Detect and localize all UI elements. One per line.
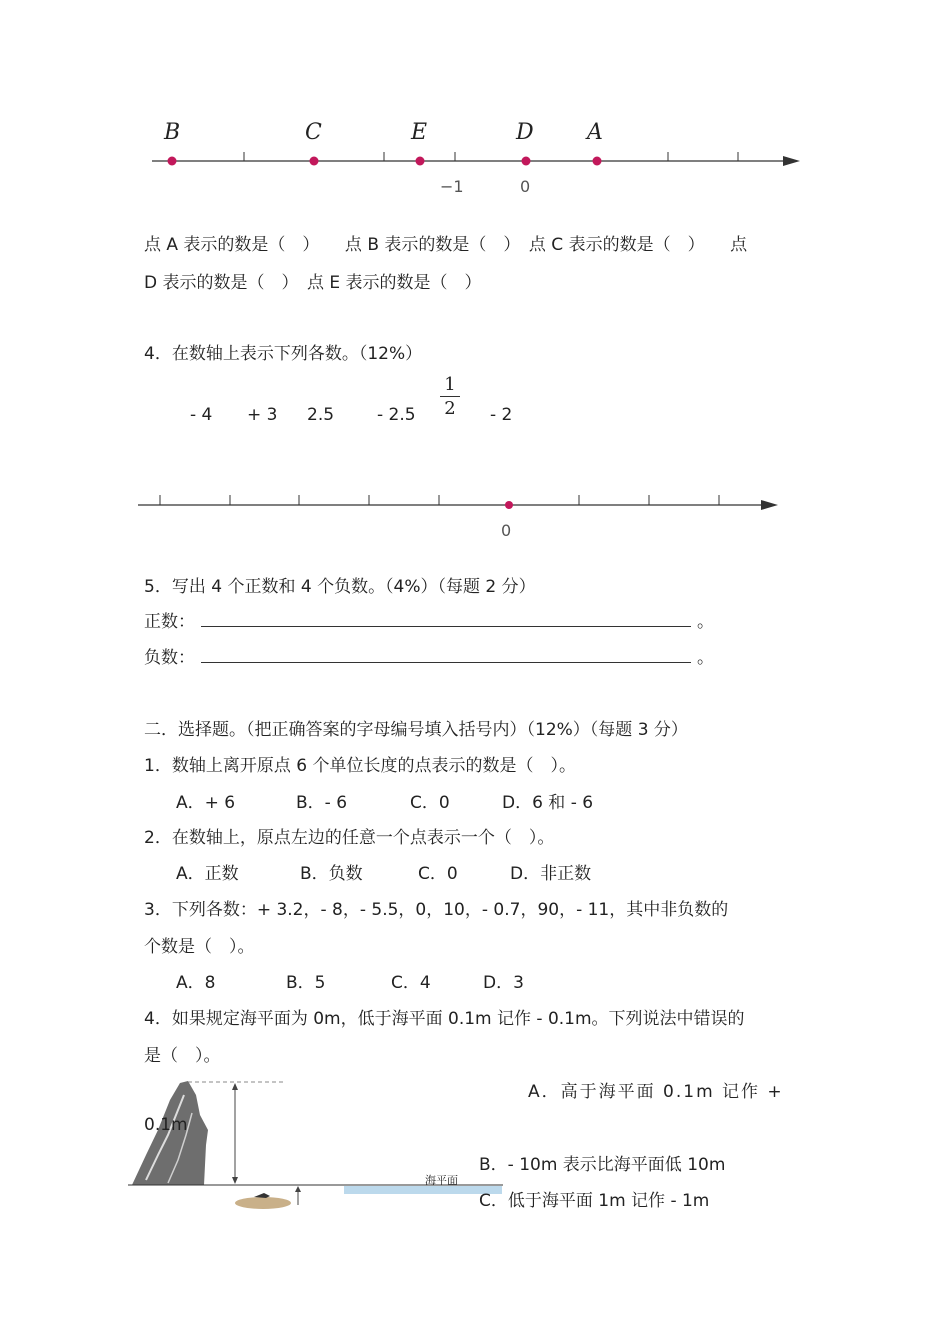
- fraction-denominator: 2: [444, 398, 456, 419]
- axis-arrow: [761, 500, 778, 510]
- q4-number: - 4: [190, 405, 213, 425]
- s2-q4-stem-line-2: 是（ ）。: [144, 1046, 221, 1066]
- negative-label: 负数：: [144, 648, 195, 668]
- s2-q4-option-b: B．- 10m 表示比海平面低 10m: [479, 1155, 726, 1175]
- s2-q3-stem-line-1: 3．下列各数：+ 3.2，- 8，- 5.5，0，10，- 0.7，90，- 11，其中非负数的: [144, 900, 729, 920]
- s2-q3-option: D．3: [483, 973, 524, 993]
- s2-q1-option: B．- 6: [296, 793, 348, 813]
- arrow-head-up: [232, 1083, 238, 1090]
- axis-arrow: [783, 156, 800, 166]
- arrow-head-down: [232, 1177, 238, 1184]
- q5-title: 5．写出 4 个正数和 4 个负数。（4%）（每题 2 分）: [144, 577, 536, 597]
- label-D: D: [516, 120, 534, 145]
- tick-label-0: 0: [501, 521, 512, 540]
- mountain-sea-level-illustration: [128, 1075, 508, 1210]
- q4-number: - 2.5: [377, 405, 416, 425]
- s2-q4-option-a-line-2: 0.1m: [144, 1115, 188, 1135]
- section-2-title: 二．选择题。（把正确答案的字母编号填入括号内）（12%）（每题 3 分）: [144, 720, 688, 740]
- s2-q2-option: C．0: [418, 864, 458, 884]
- s2-q1-option: C．0: [410, 793, 450, 813]
- s2-q2-option: A．正数: [176, 864, 239, 884]
- q3-line-2: D 表示的数是（ ） 点 E 表示的数是（ ）: [144, 273, 482, 293]
- s2-q2-option: D．非正数: [510, 864, 592, 884]
- s2-q2-option: B．负数: [300, 864, 363, 884]
- s2-q3-option: B．5: [286, 973, 326, 993]
- fraction-bar: [440, 396, 460, 397]
- label-B: B: [164, 120, 181, 145]
- q4-fraction: [440, 374, 460, 419]
- number-line-2: [130, 488, 790, 524]
- sea-level-label: 海平面: [425, 1174, 458, 1187]
- tick-label-neg1: −1: [440, 177, 464, 196]
- negative-answer-blank[interactable]: [201, 648, 691, 663]
- number-line-1: [140, 140, 820, 180]
- tick-label-0: 0: [520, 177, 531, 196]
- s2-q3-stem-line-2: 个数是（ ）。: [144, 937, 255, 957]
- point-C: [310, 157, 319, 166]
- end-mark: 。: [697, 648, 714, 668]
- s2-q4-option-a-line-1: A．高于海平面 0.1m 记作 +: [528, 1082, 784, 1102]
- s2-q1-stem: 1．数轴上离开原点 6 个单位长度的点表示的数是（ ）。: [144, 756, 576, 776]
- q5-positive-row: [144, 607, 714, 632]
- label-A: A: [587, 120, 603, 145]
- s2-q1-option: D．6 和 - 6: [502, 793, 594, 813]
- q5-negative-row: [144, 643, 714, 668]
- s2-q3-option: C．4: [391, 973, 431, 993]
- s2-q3-option: A．8: [176, 973, 216, 993]
- basin-ground: [235, 1197, 291, 1209]
- q4-number: - 2: [490, 405, 513, 425]
- positive-label: 正数：: [144, 612, 195, 632]
- q4-number: + 3: [247, 405, 278, 425]
- label-C: C: [305, 120, 322, 145]
- point-A: [593, 157, 602, 166]
- s2-q2-stem: 2．在数轴上，原点左边的任意一个点表示一个（ ）。: [144, 828, 555, 848]
- positive-answer-blank[interactable]: [201, 612, 691, 627]
- point-D: [522, 157, 531, 166]
- depth-arrow-head: [295, 1186, 301, 1192]
- q3-line-1: 点 A 表示的数是（ ） 点 B 表示的数是（ ） 点 C 表示的数是（ ） 点: [144, 235, 748, 255]
- fraction-numerator: 1: [444, 374, 456, 395]
- point-B: [168, 157, 177, 166]
- label-E: E: [411, 120, 428, 145]
- s2-q1-option: A．+ 6: [176, 793, 236, 813]
- point-E: [416, 157, 425, 166]
- q4-number: 2.5: [307, 405, 335, 425]
- end-mark: 。: [697, 612, 714, 632]
- q4-title: 4．在数轴上表示下列各数。（12%）: [144, 344, 423, 364]
- s2-q4-option-c: C．低于海平面 1m 记作 - 1m: [479, 1191, 710, 1211]
- origin-point: [505, 501, 513, 509]
- s2-q4-stem-line-1: 4．如果规定海平面为 0m，低于海平面 0.1m 记作 - 0.1m。下列说法中错误的: [144, 1009, 745, 1029]
